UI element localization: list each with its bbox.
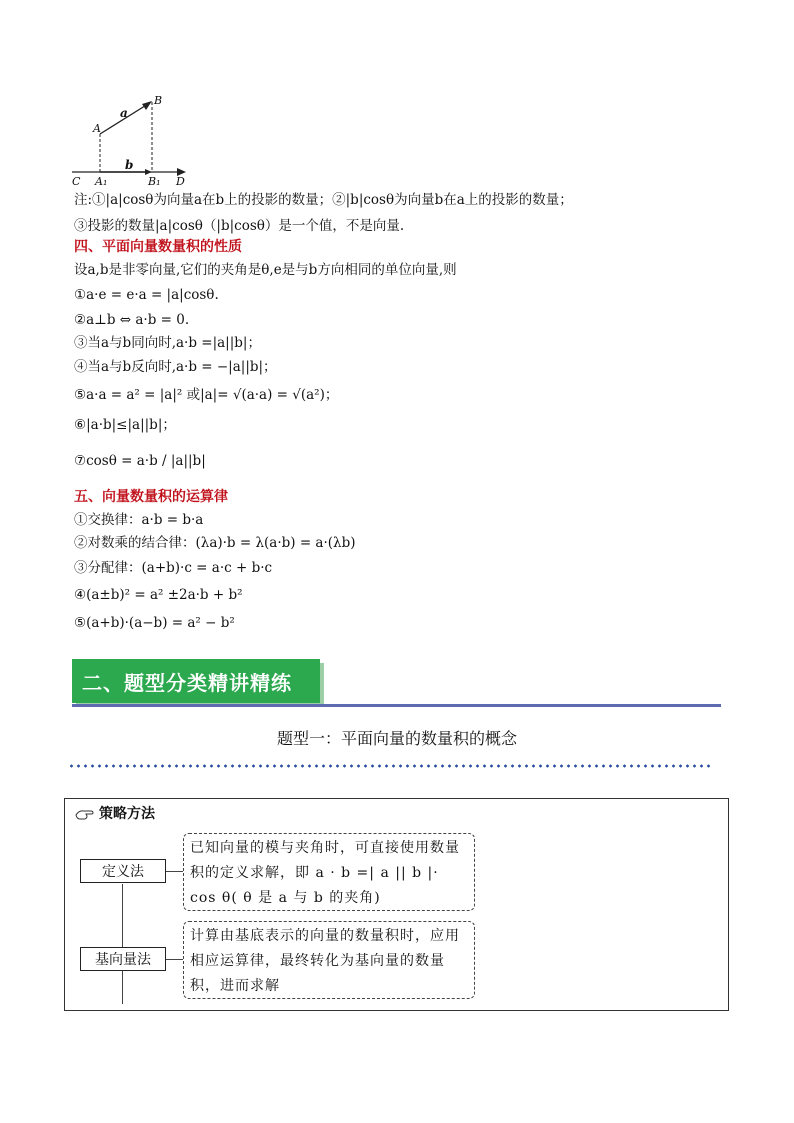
section4-heading: 四、平面向量数量积的性质	[74, 239, 242, 255]
section-banner: 二、题型分类精讲精练	[72, 659, 320, 703]
vector-b-label: b	[125, 158, 134, 172]
method-definition-desc: 已知向量的模与夹角时，可直接使用数量积的定义求解，即 a · b =| a || b |· cos θ( θ 是 a 与 b 的夹角)	[183, 833, 475, 911]
connector-1	[166, 871, 183, 872]
method-basis-desc: 计算由基底表示的向量的数量积时，应用相应运算律，最终转化为基向量的数量积，进而求解	[183, 921, 475, 999]
connector-2	[166, 959, 183, 960]
method-definition: 定义法	[80, 859, 166, 883]
banner-rule	[72, 704, 721, 707]
point-A-label: A	[93, 122, 101, 135]
connector-line	[122, 884, 123, 1004]
property-7: ⑦cosθ = a·b / |a||b|	[74, 453, 206, 469]
property-2: ②a⊥b ⇔ a·b = 0.	[74, 312, 190, 328]
strategy-title: 策略方法	[99, 806, 155, 822]
property-4: ④当a与b反向时,a·b = −|a||b|；	[74, 359, 277, 375]
hand-icon	[75, 806, 95, 820]
strategy-header	[75, 803, 155, 823]
property-5: ⑤a·a = a² = |a|² 或|a|= √(a·a) = √(a²)；	[74, 387, 339, 403]
law-5: ⑤(a+b)·(a−b) = a² − b²	[74, 615, 235, 631]
point-A1-label: A₁	[95, 175, 108, 188]
section5-heading: 五、向量数量积的运算律	[74, 489, 228, 505]
strategy-box	[64, 798, 729, 1011]
section4-intro: 设a,b是非零向量,它们的夹角是θ,e是与b方向相同的单位向量,则	[74, 262, 457, 278]
point-B-label: B	[154, 94, 163, 107]
type-title: 题型一：平面向量的数量积的概念	[276, 729, 517, 748]
note-line-2: ③投影的数量|a|cosθ（|b|cosθ）是一个值，不是向量.	[74, 218, 405, 234]
property-3: ③当a与b同向时,a·b =|a||b|；	[74, 335, 261, 351]
vector-a-label: a	[120, 106, 128, 120]
law-4: ④(a±b)² = a² ±2a·b + b²	[74, 587, 243, 603]
point-D-label: D	[176, 175, 185, 188]
projection-diagram	[70, 92, 200, 190]
point-C-label: C	[72, 175, 81, 188]
note-line-1: 注:①|a|cosθ为向量a在b上的投影的数量；②|b|cosθ为向量b在a上的投影的数量；	[74, 192, 573, 208]
property-6: ⑥|a·b|≤|a||b|；	[74, 417, 176, 433]
law-1: ①交换律：a·b = b·a	[74, 512, 204, 528]
method-basis: 基向量法	[80, 947, 166, 971]
point-B1-label: B₁	[148, 175, 161, 188]
dotted-divider	[68, 764, 713, 768]
law-3: ③分配律：(a+b)·c = a·c + b·c	[74, 560, 273, 576]
property-1: ①a·e = e·a = |a|cosθ.	[74, 287, 219, 303]
law-2: ②对数乘的结合律：(λa)·b = λ(a·b) = a·(λb)	[74, 535, 356, 551]
